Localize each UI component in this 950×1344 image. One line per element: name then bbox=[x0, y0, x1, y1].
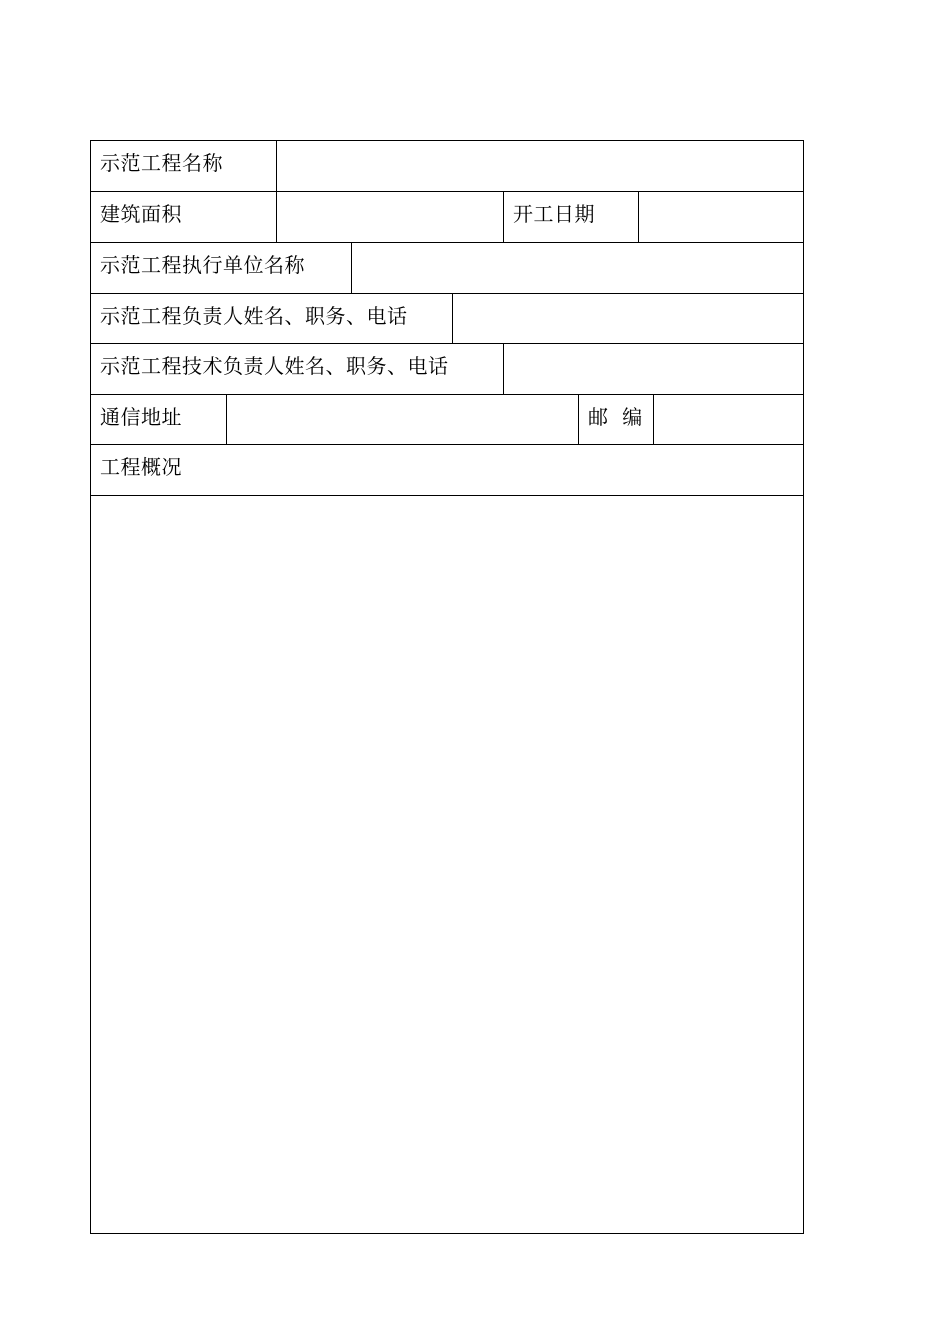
tech-lead-label: 示范工程技术负责人姓名、职务、电话 bbox=[100, 354, 449, 378]
row-tech-lead bbox=[91, 344, 803, 395]
postcode-label: 邮 编 bbox=[588, 405, 643, 429]
floor-area-label: 建筑面积 bbox=[100, 202, 182, 226]
address-label: 通信地址 bbox=[100, 405, 182, 429]
project-lead-label: 示范工程负责人姓名、职务、电话 bbox=[100, 304, 408, 328]
start-date-label-cell bbox=[504, 192, 639, 242]
project-name-field[interactable] bbox=[277, 141, 803, 191]
executing-unit-field[interactable] bbox=[352, 243, 803, 293]
executing-unit-label: 示范工程执行单位名称 bbox=[100, 253, 305, 277]
row-address-postcode bbox=[91, 395, 803, 445]
row-executing-unit bbox=[91, 243, 803, 294]
executing-unit-label-cell bbox=[91, 243, 352, 293]
row-project-name bbox=[91, 141, 803, 192]
floor-area-label-cell bbox=[91, 192, 277, 242]
project-name-label: 示范工程名称 bbox=[100, 151, 223, 175]
floor-area-field[interactable] bbox=[277, 192, 504, 242]
tech-lead-label-cell bbox=[91, 344, 504, 394]
overview-label-cell bbox=[91, 445, 803, 495]
overview-label: 工程概况 bbox=[100, 455, 182, 479]
postcode-label-cell bbox=[579, 395, 654, 444]
project-name-label-cell bbox=[91, 141, 277, 191]
row-area-date bbox=[91, 192, 803, 243]
row-overview-header bbox=[91, 445, 803, 496]
project-info-form bbox=[90, 140, 804, 1234]
overview-field[interactable] bbox=[91, 496, 803, 1233]
project-lead-field[interactable] bbox=[453, 294, 803, 343]
start-date-field[interactable] bbox=[639, 192, 803, 242]
postcode-field[interactable] bbox=[654, 395, 803, 444]
row-project-lead bbox=[91, 294, 803, 344]
address-field[interactable] bbox=[227, 395, 579, 444]
tech-lead-field[interactable] bbox=[504, 344, 803, 394]
start-date-label: 开工日期 bbox=[513, 202, 595, 226]
project-lead-label-cell bbox=[91, 294, 453, 343]
address-label-cell bbox=[91, 395, 227, 444]
